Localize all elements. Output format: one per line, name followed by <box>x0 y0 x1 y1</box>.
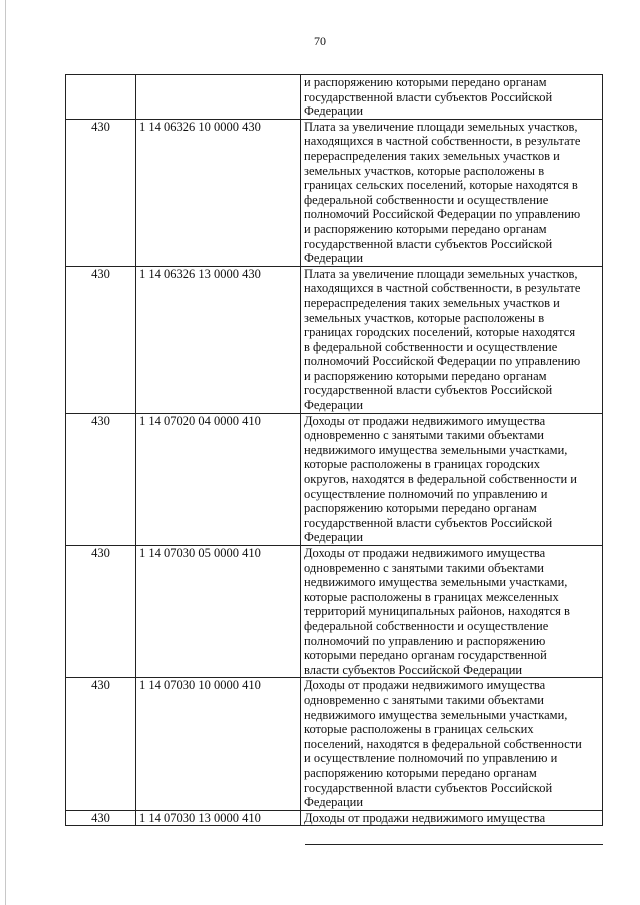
description-line: Федерации <box>304 251 364 266</box>
budget-classification-code-cell: 1 14 07030 05 0000 410 <box>136 546 301 678</box>
revenue-description-cell <box>301 546 603 678</box>
description-line: поселений, находятся в федеральной собственности <box>304 736 582 751</box>
description-line: государственной власти субъектов Российской <box>304 515 553 530</box>
admin-code-cell <box>66 75 136 120</box>
revenue-description-cell <box>301 119 603 266</box>
revenue-description-cell <box>301 266 603 413</box>
description-line: Федерации <box>304 530 364 545</box>
budget-code-table <box>65 74 603 826</box>
description-line: и осуществление полномочий по управлению и <box>304 751 558 766</box>
description-line: одновременно с занятыми такими объектами <box>304 692 544 707</box>
description-line: Плата за увеличение площади земельных участков, <box>304 266 578 281</box>
description-line: федеральной собственности и осуществление <box>304 618 549 633</box>
description-line: границах городских поселений, которые находятся <box>304 325 576 340</box>
description-line: перераспределения таких земельных участков и <box>304 148 560 163</box>
description-line: находящихся в частной собственности, в результате <box>304 134 581 149</box>
admin-code-cell: 430 <box>66 119 136 266</box>
revenue-description-cell <box>301 413 603 545</box>
scan-edge-mark <box>5 0 6 905</box>
admin-code-cell: 430 <box>66 678 136 810</box>
description-line: и распоряжению которыми передано органам <box>304 221 547 236</box>
description-line: и распоряжению которыми передано органам <box>304 368 547 383</box>
description-line: границах сельских поселений, которые находятся в <box>304 178 578 193</box>
description-line: территорий муниципальных районов, находятся в <box>304 604 570 619</box>
description-line: которые расположены в границах городских <box>304 457 540 472</box>
description-line: недвижимого имущества земельными участками, <box>304 575 568 590</box>
revenue-description-cell <box>301 678 603 810</box>
description-line: государственной власти субъектов Российской <box>304 89 553 104</box>
description-line: распоряжению которыми передано органам <box>304 765 537 780</box>
table-row <box>66 546 603 678</box>
description-line: государственной власти субъектов Российской <box>304 383 553 398</box>
description-line: недвижимого имущества земельными участками, <box>304 707 568 722</box>
budget-classification-code-cell <box>136 75 301 120</box>
description-line: одновременно с занятыми такими объектами <box>304 560 544 575</box>
description-line: полномочий по управлению и распоряжению <box>304 633 546 648</box>
page-number: 70 <box>314 34 326 48</box>
table-bottom-rule <box>305 844 603 845</box>
description-line: федеральной собственности и осуществление <box>304 192 549 207</box>
description-line: распоряжению которыми передано органам <box>304 501 537 516</box>
budget-classification-code-cell: 1 14 06326 10 0000 430 <box>136 119 301 266</box>
description-line: недвижимого имущества земельными участками, <box>304 442 568 457</box>
description-line: перераспределения таких земельных участков и <box>304 295 560 310</box>
budget-classification-code-cell: 1 14 07030 10 0000 410 <box>136 678 301 810</box>
budget-classification-code-cell: 1 14 06326 13 0000 430 <box>136 266 301 413</box>
description-line: Доходы от продажи недвижимого имущества <box>304 678 546 693</box>
description-line: Федерации <box>304 104 364 119</box>
table-row <box>66 413 603 545</box>
description-line: которые расположены в границах межселенных <box>304 589 559 604</box>
description-line: осуществление полномочий по управлению и <box>304 486 548 501</box>
description-line: Доходы от продажи недвижимого имущества <box>304 810 546 825</box>
table-body <box>66 75 603 826</box>
admin-code-cell: 430 <box>66 413 136 545</box>
description-line: Федерации <box>304 795 364 810</box>
revenue-description-cell <box>301 75 603 120</box>
table-row <box>66 119 603 266</box>
table-row <box>66 75 603 120</box>
description-line: полномочий Российской Федерации по управлению <box>304 207 581 222</box>
table-row <box>66 678 603 810</box>
budget-classification-code-cell: 1 14 07030 13 0000 410 <box>136 810 301 826</box>
description-line: которые расположены в границах сельских <box>304 722 534 737</box>
description-line: Плата за увеличение площади земельных участков, <box>304 119 578 134</box>
description-line: Доходы от продажи недвижимого имущества <box>304 546 546 560</box>
description-line: власти субъектов Российской Федерации <box>304 662 523 677</box>
description-line: округов, находятся в федеральной собственности и <box>304 472 577 487</box>
description-line: государственной власти субъектов Российской <box>304 780 553 795</box>
admin-code-cell: 430 <box>66 810 136 826</box>
description-line: которыми передано органам государственной <box>304 648 547 663</box>
description-line: находящихся в частной собственности, в результате <box>304 281 581 296</box>
description-line: одновременно с занятыми такими объектами <box>304 428 544 443</box>
admin-code-cell: 430 <box>66 546 136 678</box>
description-line: земельных участков, которые расположены в <box>304 310 545 325</box>
budget-classification-code-cell: 1 14 07020 04 0000 410 <box>136 413 301 545</box>
description-line: и распоряжению которыми передано органам <box>304 75 547 89</box>
description-line: государственной власти субъектов Российской <box>304 236 553 251</box>
description-line: в федеральной собственности и осуществление <box>304 339 558 354</box>
description-line: земельных участков, которые расположены в <box>304 163 545 178</box>
admin-code-cell: 430 <box>66 266 136 413</box>
revenue-description-cell <box>301 810 603 826</box>
description-line: полномочий Российской Федерации по управлению <box>304 354 581 369</box>
description-line: Федерации <box>304 398 364 413</box>
description-line: Доходы от продажи недвижимого имущества <box>304 413 546 428</box>
table-row <box>66 266 603 413</box>
table-row <box>66 810 603 826</box>
